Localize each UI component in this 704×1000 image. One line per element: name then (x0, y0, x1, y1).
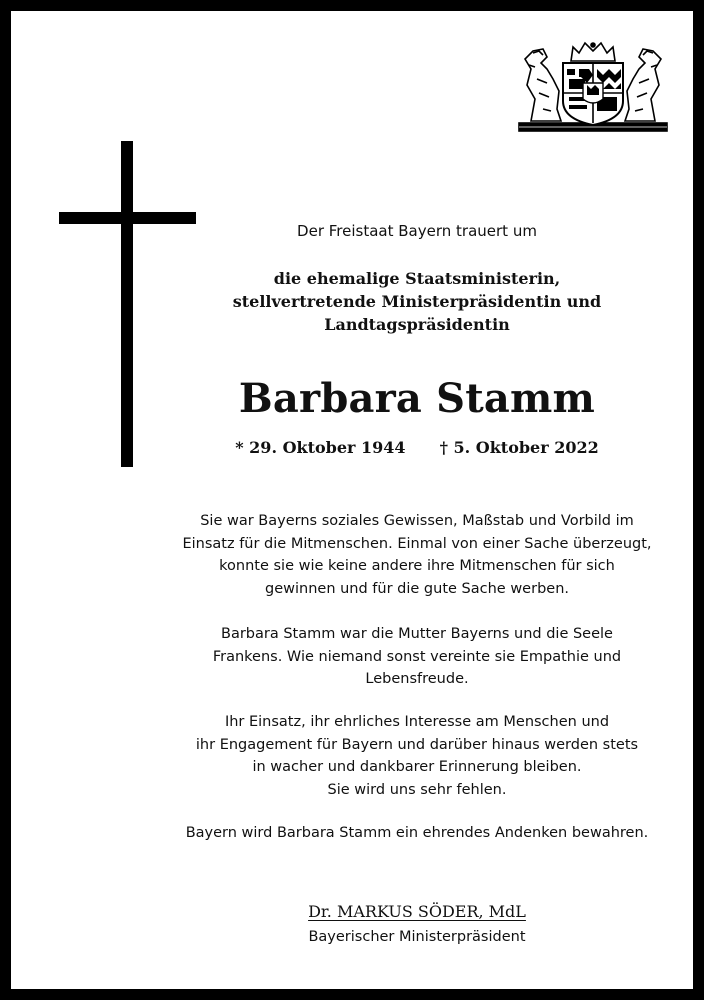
paragraph-line: Einsatz für die Mitmenschen. Einmal von einer Sache überzeugt, (182, 535, 652, 552)
paragraph-line: Sie wird uns sehr fehlen. (327, 781, 507, 798)
paragraph (141, 711, 693, 801)
paragraph-line: Bayern wird Barbara Stamm ein ehrendes Andenken bewahren. (185, 825, 649, 841)
paragraph (141, 510, 693, 600)
paragraph-line: in wacher und dankbarer Erinnerung bleiben. (252, 759, 582, 775)
signature-role: Bayerischer Ministerpräsident (308, 929, 526, 945)
signature-name (211, 902, 623, 921)
intro-line: Der Freistaat Bayern trauert um (297, 222, 537, 240)
cross-vertical-bar (121, 141, 133, 467)
titles-block (211, 267, 623, 336)
obituary-page (11, 11, 693, 989)
cross-horizontal-bar (59, 212, 196, 224)
deceased-name: Barbara Stamm (238, 375, 596, 422)
paragraph-line: Ihr Einsatz, ihr ehrliches Interesse am Menschen und (224, 714, 610, 730)
paragraph-line: Lebensfreude. (365, 671, 469, 687)
title-line: die ehemalige Staatsministerin, (273, 269, 561, 288)
birth-date: * 29. Oktober 1944 (235, 438, 406, 457)
paragraph-line: ihr Engagement für Bayern und darüber hinaus werden stets (195, 736, 639, 753)
paragraph-line: gewinnen und für die gute Sache werben. (265, 580, 569, 597)
paragraph-line: Frankens. Wie niemand sonst vereinte sie Empathie und (212, 648, 622, 665)
paragraph (141, 822, 693, 845)
title-line: stellvertretende Ministerpräsidentin und (232, 292, 602, 311)
paragraph-line: Barbara Stamm war die Mutter Bayerns und die Seele (221, 626, 613, 642)
coat-of-arms-icon (517, 39, 669, 133)
paragraph (141, 623, 693, 691)
signature-name-text: Dr. MARKUS SÖDER, MdL (308, 902, 526, 921)
paragraph-line: konnte sie wie keine andere ihre Mitmenschen für sich (219, 558, 615, 574)
title-line: Landtagspräsidentin (324, 315, 510, 334)
life-dates (211, 438, 623, 457)
paragraph-line: Sie war Bayerns soziales Gewissen, Maßstab und Vorbild im (200, 513, 634, 529)
death-date: † 5. Oktober 2022 (439, 438, 599, 457)
